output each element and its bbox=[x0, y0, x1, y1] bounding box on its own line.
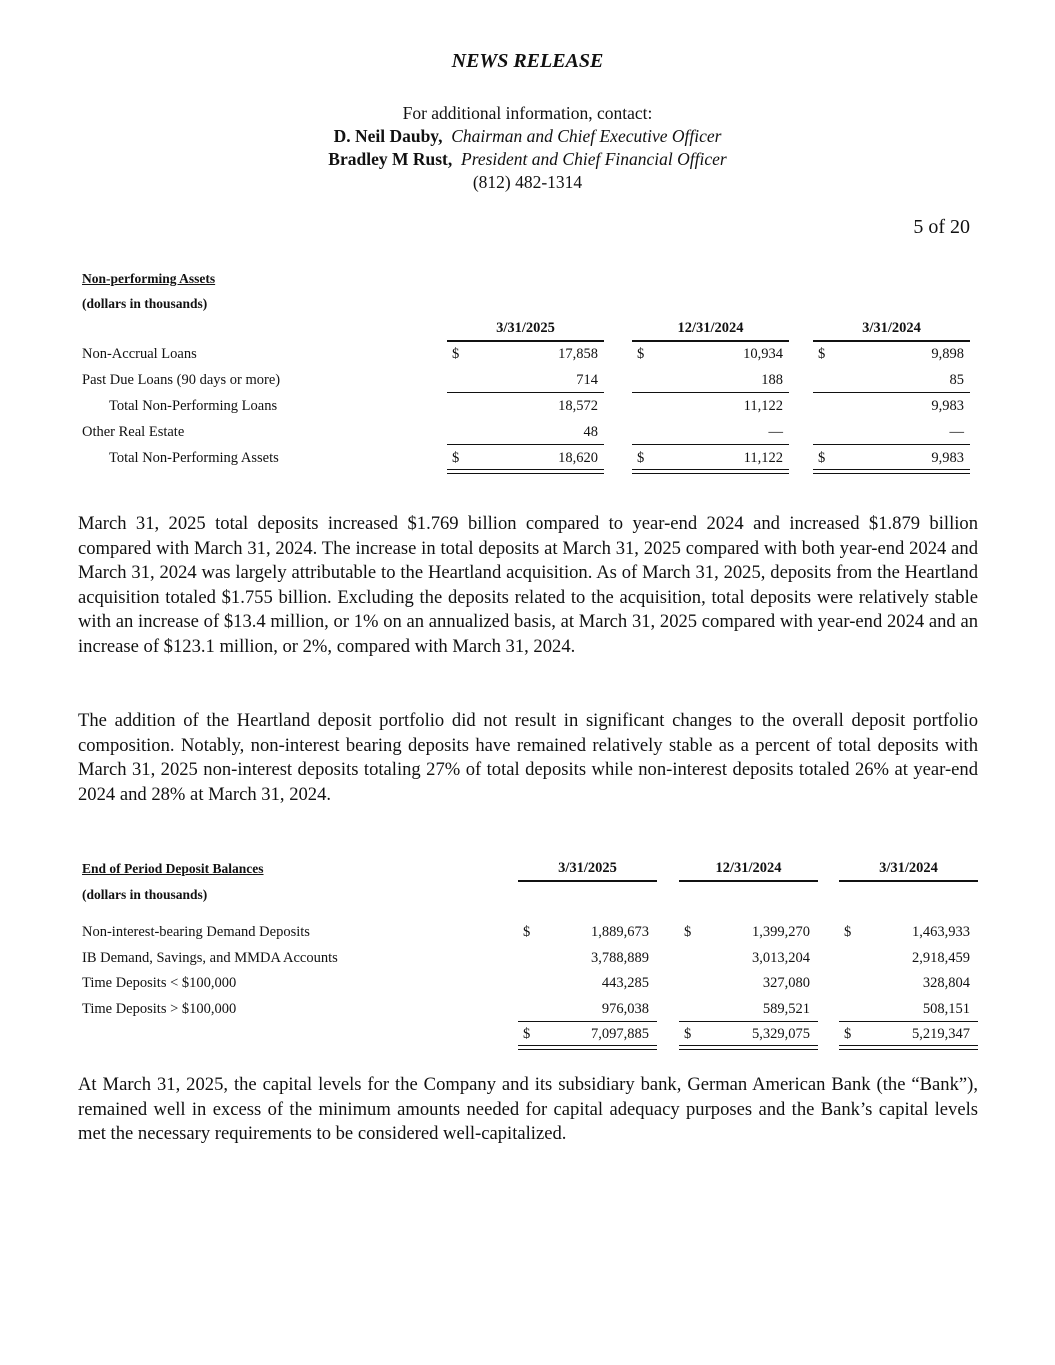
paragraph-capital: At March 31, 2025, the capital levels for the Company and its subsidiary bank, German American Bank (the “Bank”), remained well in excess of the minimum amounts needed for capital adequacy purposes and the Bank’s capital levels met the necessary requirements to be considered well-capitalized. bbox=[78, 1074, 978, 1145]
cell-value: 976,038 bbox=[601, 1001, 649, 1017]
table-cell bbox=[679, 1026, 810, 1044]
table-cell bbox=[447, 424, 598, 442]
contact-name: Bradley M Rust, bbox=[328, 149, 453, 169]
total-double-rule bbox=[679, 1045, 818, 1050]
page-number: 5 of 20 bbox=[913, 216, 970, 238]
currency-symbol: $ bbox=[637, 346, 645, 362]
table-cell bbox=[813, 398, 964, 416]
row-label: Non-interest-bearing Demand Deposits bbox=[82, 924, 310, 940]
table-cell bbox=[813, 372, 964, 390]
cell-value: 1,463,933 bbox=[912, 924, 970, 940]
currency-symbol: $ bbox=[818, 346, 826, 362]
contact-intro: For additional information, contact: bbox=[402, 103, 653, 123]
deposit-table-subtitle: (dollars in thousands) bbox=[82, 887, 208, 902]
paragraph-deposits: March 31, 2025 total deposits increased $1.769 billion compared to year-end 2024 and increased $1.879 billion compared with March 31, 2024. The increase in total deposits at March 31, 2025 compared with both year-end 2024 and March 31, 2024 was largely attributable to the Heartland acquisition. As of March 31, 2025, deposits from the Heartland acquisition totaled $1.755 billion. Excluding the deposits related to the acquisition, total deposits were relatively stable with an increase of $13.4 million, or 1% on an annualized basis, at March 31, 2025 compared with year-end 2024 and an increase of $123.1 million, or 2%, compared with March 31, 2024. bbox=[78, 513, 978, 657]
table-cell bbox=[447, 450, 598, 468]
npa-table-subtitle: (dollars in thousands) bbox=[82, 296, 208, 311]
column-header: 12/31/2024 bbox=[715, 860, 782, 876]
row-label: Past Due Loans (90 days or more) bbox=[82, 372, 281, 388]
table-cell bbox=[447, 398, 598, 416]
table-cell bbox=[813, 424, 964, 442]
column-header: 3/31/2025 bbox=[558, 860, 617, 876]
cell-value: 327,080 bbox=[762, 975, 810, 991]
table-cell bbox=[518, 1001, 649, 1019]
table-cell bbox=[839, 924, 970, 942]
contact-role: Chairman and Chief Executive Officer bbox=[451, 126, 722, 146]
total-double-rule bbox=[518, 1045, 657, 1050]
subtotal-rule bbox=[632, 444, 789, 445]
paragraph-composition: The addition of the Heartland deposit portfolio did not result in significant changes to the overall deposit portfolio composition. Notably, non-interest bearing deposits have remained relatively stable as a percent of total deposits with March 31, 2025 non-interest deposits totaling 27% of total deposits while non-interest deposits totaled 26% at year-end 2024 and 28% at March 31, 2024. bbox=[78, 710, 978, 805]
table-cell bbox=[679, 924, 810, 942]
column-header: 3/31/2025 bbox=[496, 320, 555, 336]
subtotal-rule bbox=[813, 444, 970, 445]
row-label: Time Deposits < $100,000 bbox=[82, 975, 237, 991]
cell-value: 508,151 bbox=[922, 1001, 970, 1017]
table-cell bbox=[679, 975, 810, 993]
currency-symbol: $ bbox=[684, 1026, 692, 1042]
cell-value: — bbox=[768, 424, 783, 440]
contact-phone: (812) 482-1314 bbox=[472, 172, 583, 192]
subtotal-rule bbox=[632, 392, 789, 393]
currency-symbol: $ bbox=[523, 924, 531, 940]
cell-value: 11,122 bbox=[743, 450, 783, 466]
currency-symbol: $ bbox=[452, 450, 460, 466]
cell-value: 18,620 bbox=[558, 450, 598, 466]
table-cell bbox=[632, 398, 783, 416]
currency-symbol: $ bbox=[818, 450, 826, 466]
table-cell bbox=[447, 346, 598, 364]
table-cell bbox=[839, 1001, 970, 1019]
currency-symbol: $ bbox=[523, 1026, 531, 1042]
cell-value: 48 bbox=[583, 424, 598, 440]
cell-value: 85 bbox=[949, 372, 964, 388]
table-cell bbox=[632, 424, 783, 442]
column-header: 3/31/2024 bbox=[862, 320, 921, 336]
header-rule bbox=[839, 880, 978, 882]
table-cell bbox=[839, 950, 970, 968]
cell-value: 188 bbox=[761, 372, 783, 388]
header-rule bbox=[518, 880, 657, 882]
table-cell bbox=[679, 1001, 810, 1019]
table-cell bbox=[839, 1026, 970, 1044]
table-cell bbox=[518, 924, 649, 942]
column-header: 12/31/2024 bbox=[677, 320, 744, 336]
header-rule bbox=[632, 340, 789, 342]
table-cell bbox=[813, 450, 964, 468]
cell-value: 18,572 bbox=[558, 398, 598, 414]
subtotal-rule bbox=[447, 392, 604, 393]
cell-value: 1,889,673 bbox=[591, 924, 649, 940]
deposit-table-title: End of Period Deposit Balances bbox=[82, 861, 264, 876]
cell-value: 5,329,075 bbox=[752, 1026, 810, 1042]
cell-value: 3,788,889 bbox=[591, 950, 649, 966]
header-rule bbox=[813, 340, 970, 342]
table-cell bbox=[679, 950, 810, 968]
header-rule bbox=[447, 340, 604, 342]
cell-value: 11,122 bbox=[743, 398, 783, 414]
cell-value: 9,983 bbox=[931, 450, 964, 466]
total-double-rule bbox=[813, 469, 970, 474]
cell-value: 17,858 bbox=[558, 346, 598, 362]
table-cell bbox=[632, 346, 783, 364]
contact-line-1 bbox=[0, 125, 1055, 148]
row-label: Time Deposits > $100,000 bbox=[82, 1001, 237, 1017]
cell-value: 10,934 bbox=[743, 346, 783, 362]
table-cell bbox=[518, 1026, 649, 1044]
table-cell bbox=[518, 950, 649, 968]
total-double-rule bbox=[632, 469, 789, 474]
row-label: Total Non-Performing Loans bbox=[109, 398, 278, 414]
row-label: Other Real Estate bbox=[82, 424, 185, 440]
subtotal-rule bbox=[679, 1021, 818, 1022]
table-cell bbox=[632, 372, 783, 390]
document-title: NEWS RELEASE bbox=[451, 50, 604, 72]
currency-symbol: $ bbox=[844, 924, 852, 940]
table-cell bbox=[632, 450, 783, 468]
table-cell bbox=[813, 346, 964, 364]
header-rule bbox=[679, 880, 818, 882]
currency-symbol: $ bbox=[684, 924, 692, 940]
cell-value: 443,285 bbox=[601, 975, 649, 991]
subtotal-rule bbox=[447, 444, 604, 445]
cell-value: 3,013,204 bbox=[752, 950, 810, 966]
npa-table-title: Non-performing Assets bbox=[82, 271, 216, 286]
contact-line-2 bbox=[0, 148, 1055, 171]
cell-value: 9,983 bbox=[931, 398, 964, 414]
currency-symbol: $ bbox=[452, 346, 460, 362]
column-header: 3/31/2024 bbox=[879, 860, 938, 876]
row-label: Total Non-Performing Assets bbox=[109, 450, 279, 466]
table-cell bbox=[839, 975, 970, 993]
table-cell bbox=[447, 372, 598, 390]
total-double-rule bbox=[839, 1045, 978, 1050]
subtotal-rule bbox=[839, 1021, 978, 1022]
cell-value: 2,918,459 bbox=[912, 950, 970, 966]
contact-role: President and Chief Financial Officer bbox=[461, 149, 727, 169]
table-cell bbox=[518, 975, 649, 993]
cell-value: 328,804 bbox=[922, 975, 970, 991]
cell-value: 5,219,347 bbox=[912, 1026, 970, 1042]
row-label: IB Demand, Savings, and MMDA Accounts bbox=[82, 950, 338, 966]
cell-value: 589,521 bbox=[762, 1001, 810, 1017]
contact-name: D. Neil Dauby, bbox=[333, 126, 443, 146]
cell-value: 7,097,885 bbox=[591, 1026, 649, 1042]
cell-value: 9,898 bbox=[931, 346, 964, 362]
total-double-rule bbox=[447, 469, 604, 474]
currency-symbol: $ bbox=[844, 1026, 852, 1042]
subtotal-rule bbox=[518, 1021, 657, 1022]
cell-value: — bbox=[949, 424, 964, 440]
currency-symbol: $ bbox=[637, 450, 645, 466]
cell-value: 1,399,270 bbox=[752, 924, 810, 940]
cell-value: 714 bbox=[576, 372, 598, 388]
row-label: Non-Accrual Loans bbox=[82, 346, 197, 362]
subtotal-rule bbox=[813, 392, 970, 393]
